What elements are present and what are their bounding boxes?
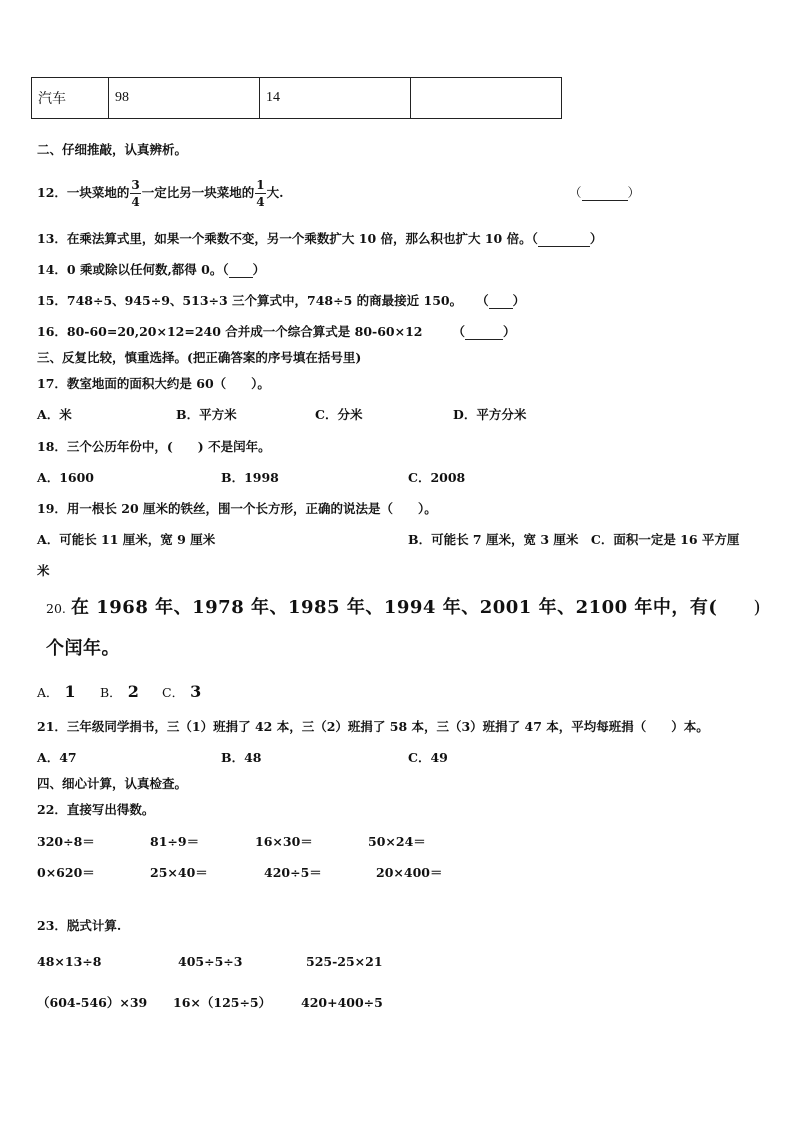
answer-blank-16[interactable]: （ ） [452,324,516,339]
calc-22-r1-c3: 16×30＝ [255,834,313,849]
calc-23-r2-c3: 420+400÷5 [301,995,383,1010]
option-21-a[interactable]: A．47 [37,750,77,765]
option-20-b[interactable]: B． 2 [100,682,139,701]
question-15: 15．748÷5、945÷9、513÷3 三个算式中，748÷5 的商最接近 150。 （ ） [37,293,526,308]
option-21-b[interactable]: B．48 [221,750,262,765]
question-23: 23．脱式计算. [37,918,122,933]
table-cell: 98 [109,78,260,119]
section-heading-4: 四、细心计算，认真检查。 [37,776,188,791]
question-22: 22．直接写出得数。 [37,802,155,817]
question-20: 20. 在 1968 年、1978 年、1985 年、1994 年、2001 年、2100 年中，有( ) [46,597,761,618]
table-cell: 14 [260,78,411,119]
calc-23-r1-c3: 525-25×21 [306,954,383,969]
calc-22-r2-c4: 20×400＝ [376,865,443,880]
question-21: 21．三年级同学捐书，三（1）班捐了 42 本，三（2）班捐了 58 本，三（3）班捐了 47 本，平均每班捐（ ）本。 [37,719,709,734]
calc-23-r1-c1: 48×13÷8 [37,954,102,969]
option-19-a[interactable]: A．可能长 11 厘米，宽 9 厘米 [37,532,216,547]
option-18-a[interactable]: A．1600 [37,470,94,485]
calc-22-r2-c3: 420÷5＝ [264,865,322,880]
section-heading-3: 三、反复比较，慎重选择。(把正确答案的序号填在括号里) [37,350,362,365]
calc-22-r2-c2: 25×40＝ [150,865,208,880]
section-heading-2: 二、仔细推敲，认真辨析。 [37,142,188,157]
question-13: 13．在乘法算式里，如果一个乘数不变，另一个乘数扩大 10 倍，那么积也扩大 10 倍。（ ） [37,231,603,246]
question-12 [37,174,284,212]
question-18: 18．三个公历年份中，( ) 不是闰年。 [37,439,271,454]
option-17-c[interactable]: C．分米 [315,407,363,422]
calc-22-r2-c1: 0×620＝ [37,865,95,880]
table-row [32,78,562,119]
option-17-d[interactable]: D．平方分米 [453,407,527,422]
question-19: 19．用一根长 20 厘米的铁丝，围一个长方形，正确的说法是（ ）。 [37,501,437,516]
calc-22-r1-c2: 81÷9＝ [150,834,200,849]
question-20-line2: 个闰年。 [46,638,120,659]
calc-22-r1-c4: 50×24＝ [368,834,426,849]
option-20-a[interactable]: A． 1 [37,682,76,701]
option-20-c[interactable]: C． 3 [162,682,202,701]
q12-suffix: 大. [266,185,284,200]
option-17-a[interactable]: A．米 [37,407,72,422]
question-17: 17．教室地面的面积大约是 60（ ）。 [37,376,270,391]
table-cell [411,78,562,119]
option-21-c[interactable]: C．49 [408,750,448,765]
option-18-c[interactable]: C．2008 [408,470,466,485]
calc-23-r2-c2: 16×（125÷5） [173,995,272,1010]
question-14: 14．0 乘或除以任何数,都得 0。（ ） [37,262,266,277]
answer-blank-12[interactable]: （ ） [569,185,641,200]
fraction-three-quarters: $\frac{3}{4}$ [131,178,140,209]
option-17-b[interactable]: B．平方米 [176,407,237,422]
question-16: 16．80-60=20,20×12=240 合并成一个综合算式是 80-60×12 （ ） [37,324,516,339]
calc-23-r2-c1: （604-546）×39 [37,995,148,1010]
table-cell: 汽车 [32,78,109,119]
q12-middle: 一定比另一块菜地的 [141,185,255,200]
option-19-bc[interactable]: B．可能长 7 厘米，宽 3 厘米 C．面积一定是 16 平方厘 [408,532,740,547]
option-18-b[interactable]: B．1998 [221,470,279,485]
answer-blank-13[interactable]: （ ） [531,231,603,246]
option-19-c-wrap: 米 [37,563,50,578]
calc-22-r1-c1: 320÷8＝ [37,834,95,849]
answer-blank-15[interactable]: （ ） [476,293,526,308]
q12-prefix: 12．一块菜地的 [37,185,130,200]
vehicle-table [31,77,562,119]
calc-23-r1-c2: 405÷5÷3 [178,954,243,969]
answer-blank-14[interactable]: （ ） [222,262,266,277]
fraction-one-quarter: $\frac{1}{4}$ [256,178,265,209]
